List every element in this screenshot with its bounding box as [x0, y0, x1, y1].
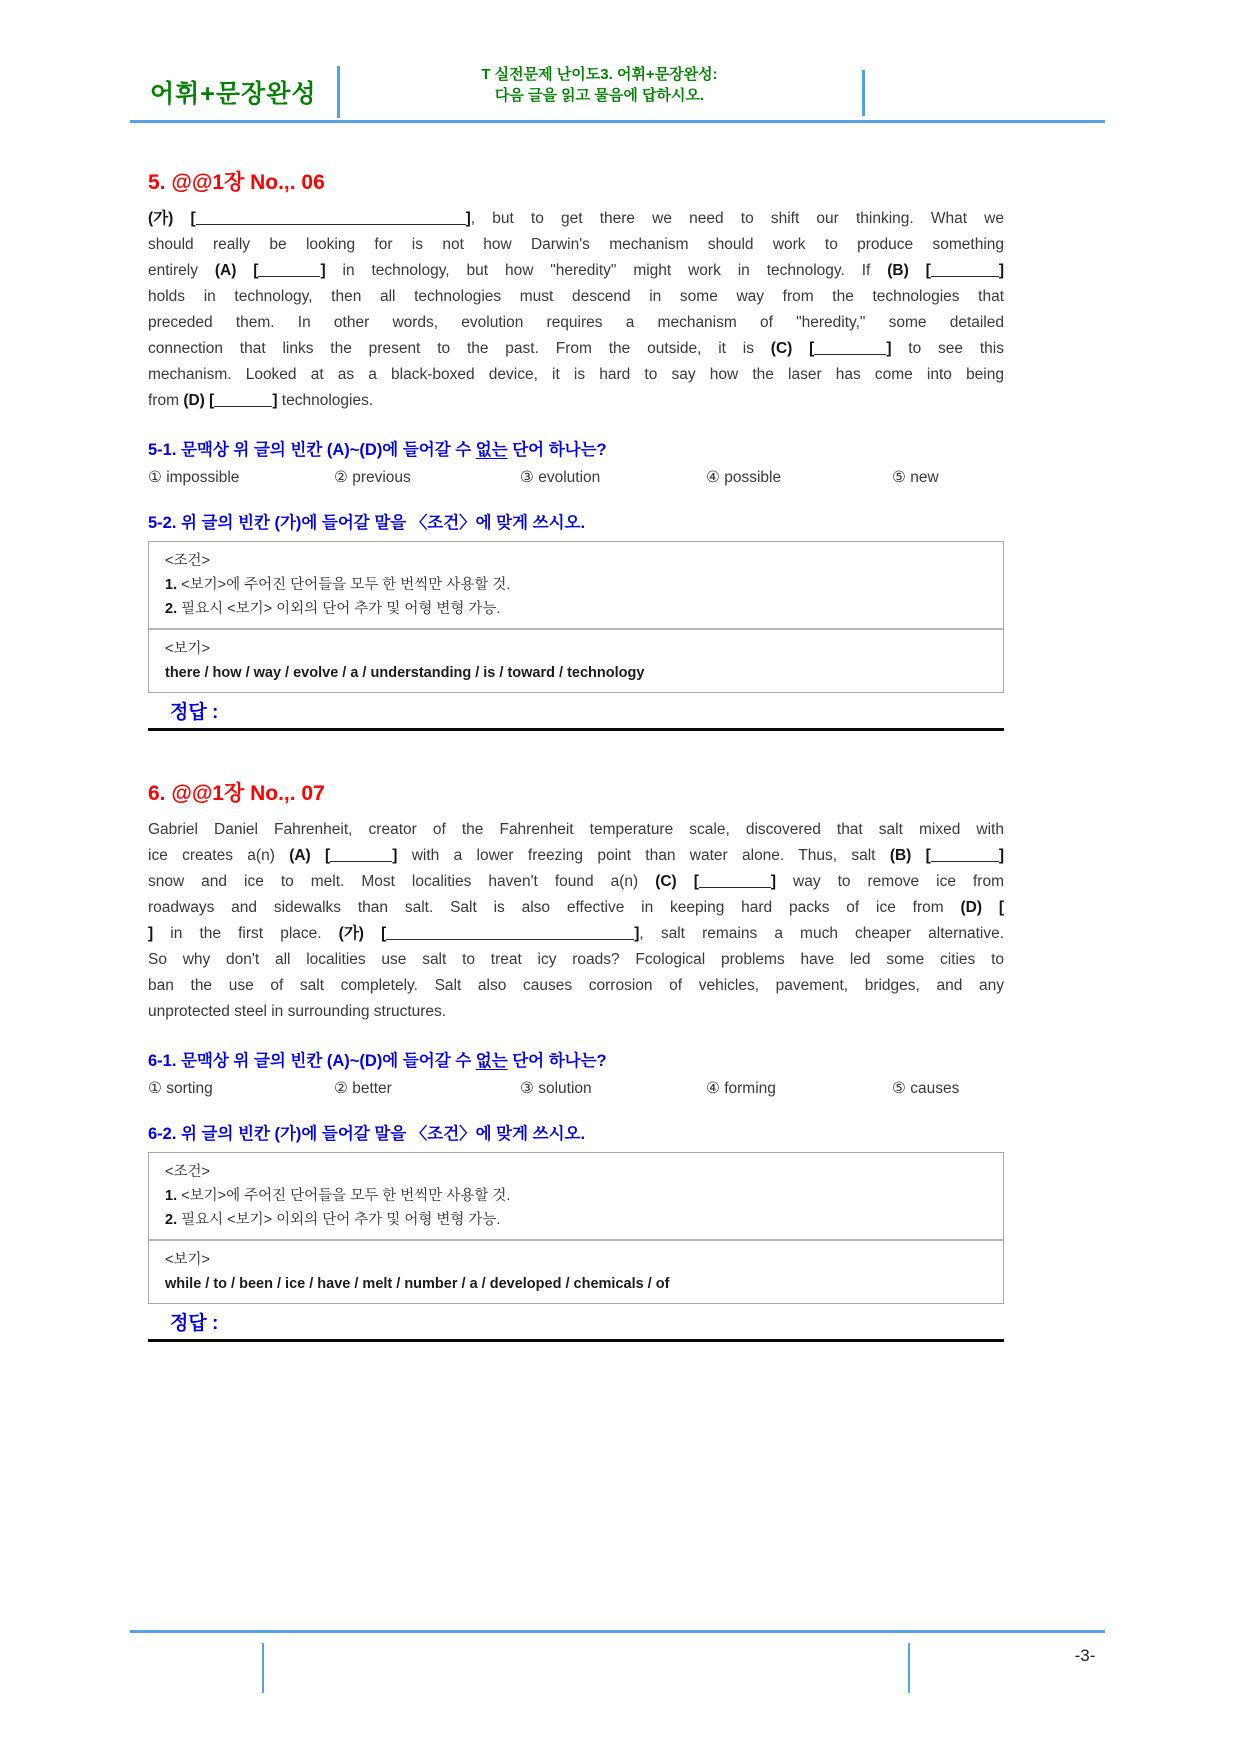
header-info-line2: 다음 글을 읽고 물음에 답하시오. — [494, 87, 705, 104]
passage-line: unprotected steel in surrounding structures. — [148, 1003, 447, 1020]
blank-marker: (B) [ — [887, 262, 931, 279]
question-5 — [148, 166, 1004, 731]
blank-marker: (D) [ — [183, 392, 215, 409]
question-5-passage — [148, 206, 1004, 414]
passage-line: Gabriel Daniel Fahrenheit, creator of the Fahrenheit temperature scale, discovered that salt mixed with — [148, 821, 1004, 838]
question-5-1-heading: 5-1. 문맥상 위 글의 빈칸 (A)~(D)에 들어갈 수 없는 단어 하나는? — [148, 441, 607, 459]
header-rule — [130, 120, 1105, 123]
header-info — [347, 64, 852, 106]
blank-marker: (C) [ — [655, 873, 699, 890]
condition-item-2: 2. 필요시 <보기> 이외의 단어 추가 및 어형 변형 가능. — [165, 601, 501, 617]
option-3: ③ solution — [520, 1080, 592, 1097]
blank-marker: (D) [ — [960, 899, 1004, 916]
underlined-text: 없는 — [475, 1052, 508, 1070]
option-3: ③ evolution — [520, 469, 601, 486]
blank-marker: ] — [998, 262, 1004, 279]
answer-blank — [386, 926, 634, 940]
header-brand-divider — [337, 66, 340, 118]
option-2: ② previous — [334, 469, 411, 486]
passage-line: ice creates a(n) (A) [ ] with a lower freezing point than water alone. Thus, salt (B) [ ] — [148, 847, 1004, 864]
answer-blank — [330, 848, 392, 862]
answer-blank — [258, 263, 320, 277]
blank-marker: ] — [320, 262, 326, 279]
option-5: ⑤ new — [892, 469, 939, 486]
blank-marker: 2. — [165, 601, 178, 617]
blank-marker: ] — [998, 847, 1004, 864]
question-6-passage — [148, 817, 1004, 1025]
passage-line: connection that links the present to the past. From the outside, it is (C) [ ] to see this — [148, 340, 1004, 357]
passage-line: holds in technology, then all technologies must descend in some way from the technologies that — [148, 288, 1004, 305]
answer-blank — [699, 874, 771, 888]
passage-line: ban the use of salt completely. Salt also causes corrosion of vehicles, pavement, bridges, and any — [148, 977, 1004, 994]
blank-marker: ] — [634, 925, 640, 942]
blank-marker: ] — [886, 340, 892, 357]
question-6-2-heading: 6-2. 위 글의 빈칸 (가)에 들어갈 말을 〈조건〉에 맞게 쓰시오. — [148, 1125, 586, 1143]
passage-line: (가) [ ], but to get there we need to shift our thinking. What we — [148, 210, 1004, 227]
blank-marker: (가) [ — [338, 925, 387, 942]
footer-tick-left — [262, 1643, 264, 1693]
blank-marker: (가) [ — [148, 210, 196, 227]
condition-item-2: 2. 필요시 <보기> 이외의 단어 추가 및 어형 변형 가능. — [165, 1212, 501, 1228]
question-5-2-heading: 5-2. 위 글의 빈칸 (가)에 들어갈 말을 〈조건〉에 맞게 쓰시오. — [148, 514, 586, 532]
footer-tick-right — [908, 1643, 910, 1693]
condition-section — [149, 542, 1003, 628]
question-5-1-options — [148, 468, 1004, 487]
question-5-title: 5. @@1장 No.,. 06 — [148, 171, 325, 194]
question-6-2-condition-box — [148, 1152, 1004, 1304]
blank-marker: (A) [ — [289, 847, 331, 864]
blank-marker: ] — [148, 925, 171, 942]
question-5-2-answer-label: 정답 : — [148, 695, 1004, 731]
blank-marker: 1. — [165, 577, 178, 593]
blank-marker: (B) [ — [889, 847, 931, 864]
word-bank-title: <보기> — [165, 1252, 210, 1268]
passage-line: snow and ice to melt. Most localities haven't found a(n) (C) [ ] way to remove ice from — [148, 873, 1004, 890]
condition-title: <조건> — [165, 1164, 210, 1180]
passage-line: ] in the first place. (가) [ ], salt remains a much cheaper alternative. — [148, 925, 1005, 942]
condition-section — [149, 1153, 1003, 1239]
option-1: ① impossible — [148, 469, 240, 486]
word-bank-words: while / to / been / ice / have / melt / number / a / developed / chemicals / of — [165, 1276, 670, 1292]
word-bank-section — [149, 628, 1003, 692]
question-5-2-condition-box — [148, 541, 1004, 693]
option-1: ① sorting — [148, 1080, 213, 1097]
blank-marker: ] — [770, 873, 777, 890]
passage-line: from (D) [ ] technologies. — [148, 392, 374, 409]
answer-blank — [931, 263, 999, 277]
blank-marker: ] — [465, 210, 471, 227]
condition-item-1: 1. <보기>에 주어진 단어들을 모두 한 번씩만 사용할 것. — [165, 1188, 511, 1204]
question-6-title: 6. @@1장 No.,. 07 — [148, 782, 325, 805]
header-brand-title: 어휘+문장완성 — [150, 80, 317, 108]
word-bank-title: <보기> — [165, 641, 210, 657]
passage-line: So why don't all localities use salt to treat icy roads? Fcological problems have led some cities to — [148, 951, 1004, 968]
option-2: ② better — [334, 1080, 392, 1097]
answer-blank — [214, 393, 272, 407]
passage-line: roadways and sidewalks than salt. Salt is also effective in keeping hard packs of ice from (D) [ — [148, 899, 1004, 916]
blank-marker: 2. — [165, 1212, 178, 1228]
question-6-1-heading: 6-1. 문맥상 위 글의 빈칸 (A)~(D)에 들어갈 수 없는 단어 하나는? — [148, 1052, 607, 1070]
passage-line: entirely (A) [ ] in technology, but how "heredity" might work in technology. If (B) [ ] — [148, 262, 1004, 279]
question-6-1-options — [148, 1079, 1004, 1098]
option-4: ④ forming — [706, 1080, 776, 1097]
blank-marker: ] — [272, 392, 278, 409]
blank-marker: (C) [ — [770, 340, 815, 357]
answer-blank — [814, 341, 886, 355]
question-6-2-answer-label: 정답 : — [148, 1306, 1004, 1342]
blank-marker: (A) [ — [214, 262, 259, 279]
word-bank-section — [149, 1239, 1003, 1303]
blank-marker: 1. — [165, 1188, 178, 1204]
answer-blank — [931, 848, 999, 862]
answer-blank — [196, 211, 466, 225]
condition-item-1: 1. <보기>에 주어진 단어들을 모두 한 번씩만 사용할 것. — [165, 577, 511, 593]
page-number: -3- — [1074, 1646, 1096, 1665]
passage-line: should really be looking for is not how Darwin's mechanism should work to produce something — [148, 236, 1004, 253]
footer-rule — [130, 1630, 1105, 1633]
passage-line: mechanism. Looked at as a black-boxed device, it is hard to say how the laser has come into being — [148, 366, 1004, 383]
question-6 — [148, 777, 1004, 1342]
option-5: ⑤ causes — [892, 1080, 960, 1097]
passage-line: preceded them. In other words, evolution requires a mechanism of "heredity," some detailed — [148, 314, 1004, 331]
word-bank-words: there / how / way / evolve / a / understanding / is / toward / technology — [165, 665, 645, 681]
worksheet-body — [148, 166, 1004, 1342]
blank-marker: ] — [392, 847, 398, 864]
option-4: ④ possible — [706, 469, 782, 486]
condition-title: <조건> — [165, 553, 210, 569]
header-info-line1: T 실전문제 난이도3. 어휘+문장완성: — [481, 66, 718, 83]
header-right-divider — [862, 70, 865, 116]
underlined-text: 없는 — [475, 441, 508, 459]
